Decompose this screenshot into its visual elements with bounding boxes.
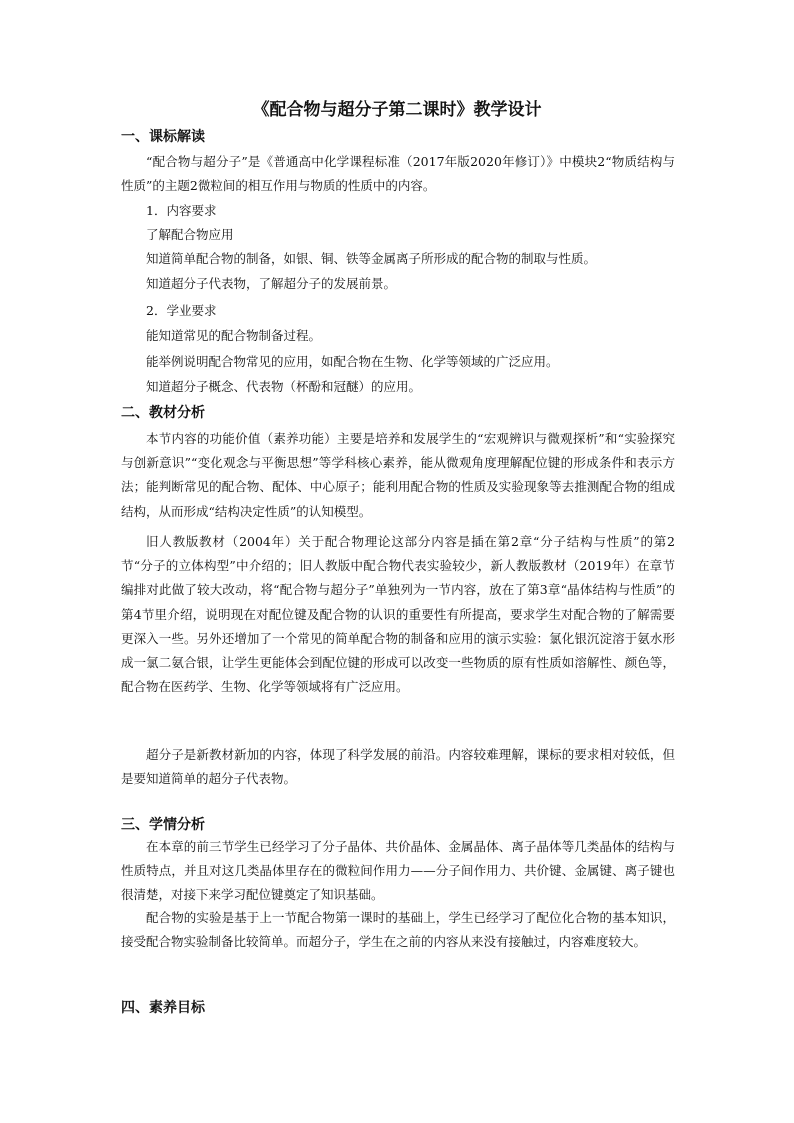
content-requirement-label: 1．内容要求 [146, 203, 217, 218]
textbook-paragraph: 本节内容的功能价值（素养功能）主要是培养和发展学生的“宏观辨识与微观探析”和“实验探究与创新意识”“变化观念与平衡思想”等学科核心素养，能从微观角度理解配位键的形成条件和表示方法；能判断常见的配合物、配体、中心原子；能利用配合物的性质及实验现象等去推测配合物的组成结构，从而形成“结构决定性质”的认知模型。 [121, 431, 675, 519]
student-analysis-paragraph: 配合物的实验是基于上一节配合物第一课时的基础上，学生已经学习了配位化合物的基本知识，接受配合物实验制备比较简单。而超分子，学生在之前的内容从来没有接触过，内容难度较大。 [121, 910, 675, 950]
textbook-paragraph: 旧人教版教材（2004年）关于配合物理论这部分内容是插在第2章“分子结构与性质”的第2节“分子的立体构型”中介绍的；旧人教版中配合物代表实验较少，新人教版教材（2019年）在章节编排对此做了较大改动，将“配合物与超分子”单独列为一节内容，放在了第3章“晶体结构与性质”的第4节里介绍，说明现在对配位键及配合物的认识的重要性有所提高，要求学生对配合物的了解需要更深入一些。另外还增加了一个常见的简单配合物的制备和应用的演示实验：氯化银沉淀溶于氨水形成一氯二氨合银，让学生更能体会到配位键的形成可以改变一些物质的原有性质如溶解性、颜色等，配合物在医药学、生物、化学等领域将有广泛应用。 [121, 534, 675, 695]
section-heading-textbook: 二、教材分析 [121, 405, 205, 421]
content-requirement-item: 知道超分子代表物，了解超分子的发展前景。 [146, 276, 397, 291]
curriculum-intro-paragraph: “配合物与超分子”是《普通高中化学课程标准（2017年版2020年修订）》中模块2“物质结构与性质”的主题2微粒间的相互作用与物质的性质中的内容。 [121, 154, 675, 194]
academic-requirement-item: 能知道常见的配合物制备过程。 [146, 328, 322, 343]
academic-requirement-label: 2．学业要求 [146, 303, 217, 318]
section-heading-curriculum: 一、课标解读 [121, 129, 205, 145]
academic-requirement-item: 知道超分子概念、代表物（杯酚和冠醚）的应用。 [146, 379, 422, 394]
student-analysis-paragraph: 在本章的前三节学生已经学习了分子晶体、共价晶体、金属晶体、离子晶体等几类晶体的结构与性质特点，并且对这几类晶体里存在的微粒间作用力——分子间作用力、共价键、金属键、离子键也很清楚，对接下来学习配位键奠定了知识基础。 [121, 839, 675, 903]
section-heading-student: 三、学情分析 [121, 817, 205, 833]
content-requirement-item: 知道简单配合物的制备，如银、铜、铁等金属离子所形成的配合物的制取与性质。 [146, 251, 597, 266]
section-heading-objectives: 四、素养目标 [121, 1000, 205, 1016]
textbook-paragraph: 超分子是新教材新加的内容，体现了科学发展的前沿。内容较难理解，课标的要求相对较低，但是要知道简单的超分子代表物。 [121, 747, 675, 787]
academic-requirement-item: 能举例说明配合物常见的应用，如配合物在生物、化学等领域的广泛应用。 [146, 354, 559, 369]
document-title: 《配合物与超分子第二课时》教学设计 [252, 100, 542, 120]
content-requirement-item: 了解配合物应用 [146, 227, 234, 242]
